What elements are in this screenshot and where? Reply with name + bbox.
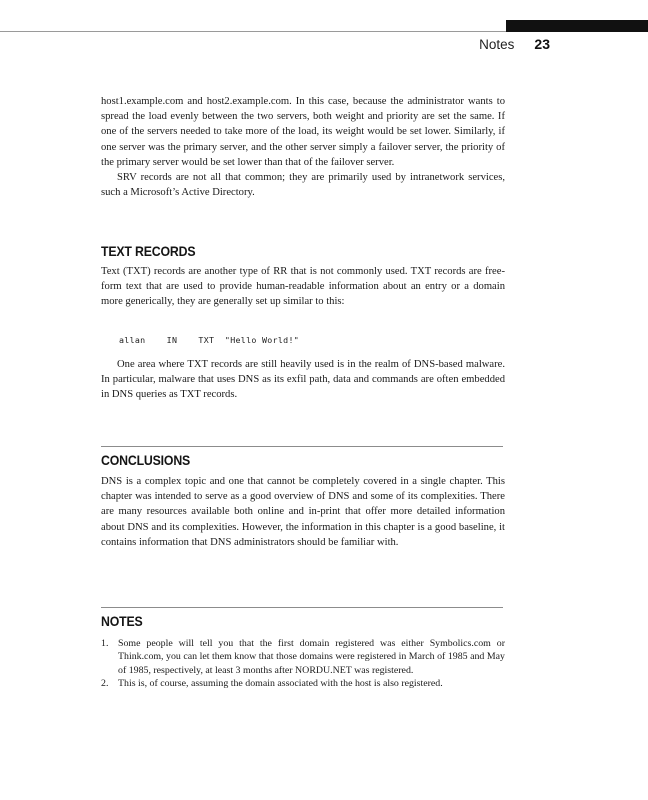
- conclusions-block: [101, 474, 505, 550]
- page-number: 23: [534, 36, 550, 52]
- header-rule: [0, 31, 506, 32]
- note-item: [101, 637, 505, 677]
- srv-paragraph: SRV records are not all that common; they are primarily used by intranetwork services, such a Microsoft’s Active Directory.: [101, 172, 505, 199]
- intro-block: [101, 94, 505, 200]
- note-number: 2.: [101, 678, 109, 690]
- txt-paragraph: Text (TXT) records are another type of RR that is not commonly used. TXT records are free-form text that are used to provide human-readable information about an entry or a domain more generically, they are generally set up similar to this:: [101, 266, 505, 308]
- notes-heading: NOTES: [101, 613, 143, 629]
- header-bar: [506, 20, 648, 32]
- conclusions-rule: [101, 446, 503, 447]
- notes-list: [101, 637, 505, 691]
- running-title: Notes: [479, 37, 515, 52]
- conclusions-heading: CONCLUSIONS: [101, 452, 191, 468]
- malware-paragraph: One area where TXT records are still heavily used is in the realm of DNS-based malware. In particular, malware that uses DNS as its exfil path, data and commands are often embedded in DNS queries as TXT records.: [101, 359, 505, 401]
- note-item: [101, 677, 505, 690]
- note-number: 1.: [101, 638, 109, 649]
- text-records-block: [101, 264, 505, 310]
- txt-code-example: allan IN TXT "Hello World!": [119, 335, 300, 345]
- intro-paragraph: host1.example.com and host2.example.com. In this case, because the administrator wants to spread the load evenly between the two servers, both weight and priority are set the same. If one of the servers needed to take more of the load, its weight would be set lower. Similarly, if one server was the primary server, and the other server simply a failover server, the priority of the primary server would be set lower than that of the failover server.: [101, 96, 505, 168]
- note-text: Some people will tell you that the first domain registered was either Symbolics.com or Think.com, you can let them know that those domains were registered in March of 1985 and May of 1985, respectively, at least 3 months after NORDU.NET was registered.: [118, 638, 505, 676]
- text-records-heading: TEXT RECORDS: [101, 243, 196, 259]
- text-records-block-2: [101, 357, 505, 403]
- conclusions-paragraph: DNS is a complex topic and one that cannot be completely covered in a single chapter. This chapter was intended to serve as a good overview of DNS and some of its complexities. There are many resources available both online and in-print that offer more detailed information about DNS and its complexities. However, the information in this chapter is a good baseline, it contains information that DNS administrators should be familiar with.: [101, 476, 505, 548]
- note-text: This is, of course, assuming the domain associated with the host is also registered.: [118, 678, 443, 690]
- running-head: [430, 36, 550, 54]
- notes-rule: [101, 607, 503, 608]
